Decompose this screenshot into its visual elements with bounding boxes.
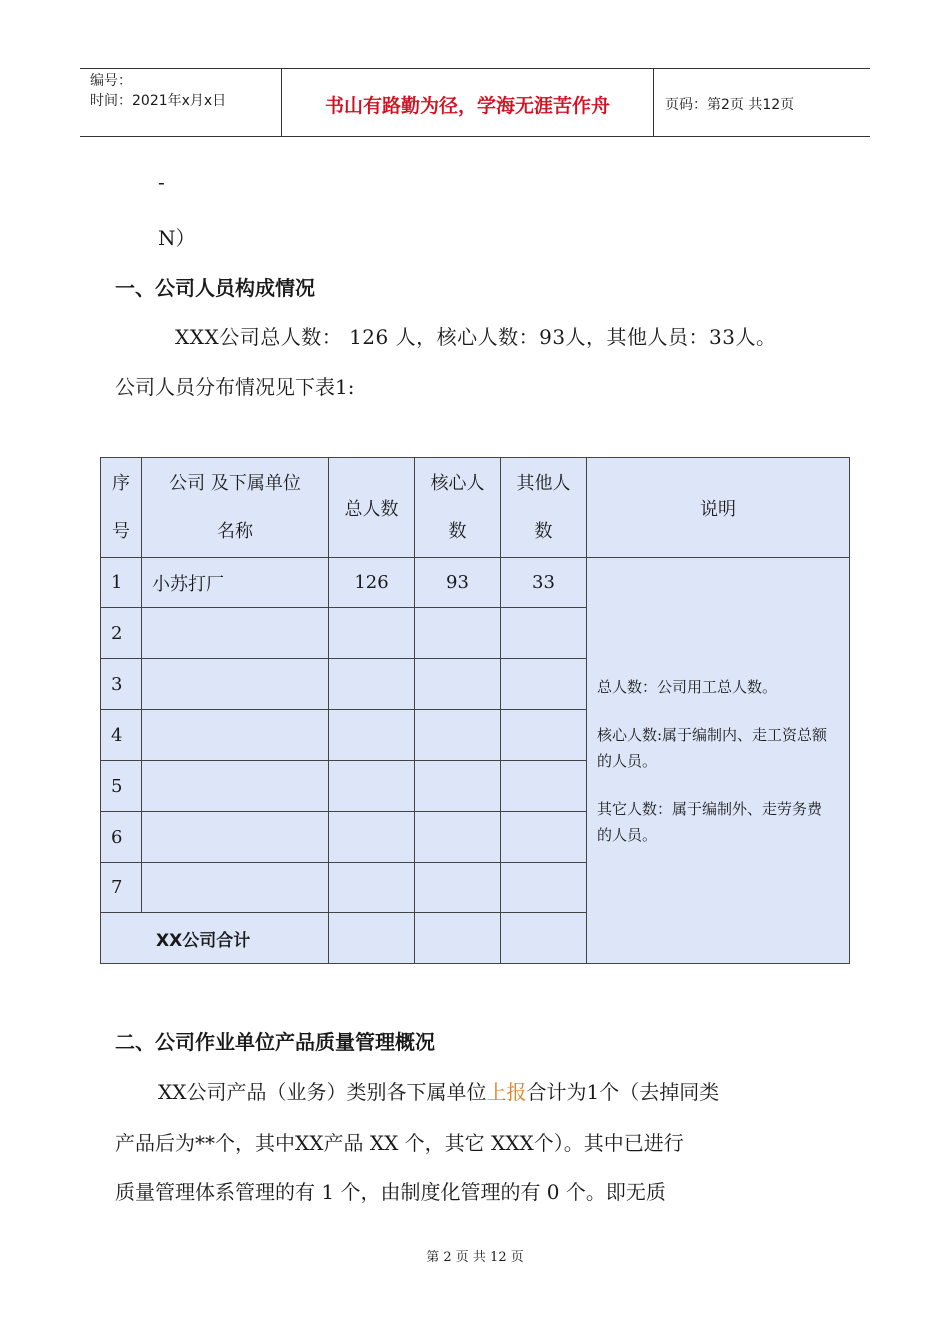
cell-core <box>415 761 501 812</box>
cell-company <box>142 863 329 913</box>
cell-total <box>329 659 415 710</box>
cell-total: 126 <box>329 558 415 608</box>
header-seq-line-2: 号 <box>112 520 130 542</box>
header-company <box>142 458 329 558</box>
highlight-text: 上报 <box>486 1080 527 1104</box>
cell-company <box>142 761 329 812</box>
cell-company: 小苏打厂 <box>142 558 329 608</box>
cell-company <box>142 659 329 710</box>
header-other <box>501 458 587 558</box>
cell-other <box>501 710 587 761</box>
cell-company <box>142 812 329 863</box>
header-divider <box>653 69 654 136</box>
total-label: XX公司合计 <box>101 913 329 964</box>
header-other-line-1: 其他人 <box>516 472 571 494</box>
section-2-title: 二、公司作业单位产品质量管理概况 <box>115 1030 435 1054</box>
cell-core <box>415 812 501 863</box>
cell-other <box>501 608 587 659</box>
section-2-line-1 <box>158 1076 719 1105</box>
staff-table <box>100 457 850 964</box>
intro-dash: - <box>158 170 165 194</box>
section-2-line-1b: 合计为1个（去掉同类 <box>526 1080 720 1104</box>
cell-total <box>329 812 415 863</box>
cell-core <box>415 863 501 913</box>
cell-core <box>415 913 501 964</box>
cell-seq: 7 <box>101 863 142 913</box>
header-total: 总人数 <box>329 458 415 558</box>
cell-other: 33 <box>501 558 587 608</box>
cell-total <box>329 913 415 964</box>
cell-company <box>142 608 329 659</box>
cell-core <box>415 659 501 710</box>
section-1-line-1: XXX公司总人数： 126 人，核心人数：93人，其他人员：33人。 <box>175 325 777 349</box>
header-other-line-2: 数 <box>534 520 553 542</box>
intro-n: N） <box>158 226 196 250</box>
page-header <box>80 68 870 137</box>
cell-total <box>329 863 415 913</box>
header-time: 时间：2021年x月x日 <box>90 93 227 109</box>
cell-total <box>329 761 415 812</box>
cell-core <box>415 710 501 761</box>
header-core-line-1: 核心人 <box>430 472 485 494</box>
section-2-line-2: 产品后为**个，其中XX产品 XX 个，其它 XXX个）。其中已进行 <box>115 1131 684 1155</box>
cell-other <box>501 863 587 913</box>
section-1-line-2: 公司人员分布情况见下表1: <box>115 375 355 399</box>
note-total: 总人数：公司用工总人数。 <box>597 677 778 696</box>
header-note: 说明 <box>587 458 850 558</box>
cell-core <box>415 608 501 659</box>
cell-company <box>142 710 329 761</box>
table-row <box>101 558 850 608</box>
header-core-line-2: 数 <box>448 520 467 542</box>
header-page-number: 页码：第2页 共12页 <box>665 97 795 113</box>
section-2-line-3: 质量管理体系管理的有 1 个，由制度化管理的有 0 个。即无质 <box>115 1180 666 1204</box>
footer-page-number: 第 2 页 共 12 页 <box>426 1250 524 1265</box>
header-company-line-1: 公司 及下属单位 <box>169 472 301 494</box>
cell-seq: 4 <box>101 710 142 761</box>
table-header-row <box>101 458 850 558</box>
cell-core: 93 <box>415 558 501 608</box>
header-meta <box>90 71 226 111</box>
note-cell <box>587 558 850 964</box>
note-core: 核心人数:属于编制内、走工资总额的人员。 <box>597 725 828 770</box>
cell-other <box>501 913 587 964</box>
cell-seq: 1 <box>101 558 142 608</box>
cell-other <box>501 761 587 812</box>
header-motto: 书山有路勤为径，学海无涯苦作舟 <box>324 95 610 117</box>
cell-seq: 2 <box>101 608 142 659</box>
cell-seq: 5 <box>101 761 142 812</box>
header-number: 编号： <box>90 73 132 89</box>
cell-other <box>501 812 587 863</box>
section-1-title: 一、公司人员构成情况 <box>115 276 315 300</box>
header-seq <box>101 458 142 558</box>
section-2-line-1a: XX公司产品（业务）类别各下属单位 <box>158 1080 487 1104</box>
cell-total <box>329 710 415 761</box>
header-company-line-2: 名称 <box>217 520 253 542</box>
note-other: 其它人数：属于编制外、走劳务费 的人员。 <box>597 799 823 844</box>
cell-other <box>501 659 587 710</box>
cell-total <box>329 608 415 659</box>
header-seq-line-1: 序 <box>112 472 130 494</box>
cell-seq: 6 <box>101 812 142 863</box>
cell-seq: 3 <box>101 659 142 710</box>
header-core <box>415 458 501 558</box>
